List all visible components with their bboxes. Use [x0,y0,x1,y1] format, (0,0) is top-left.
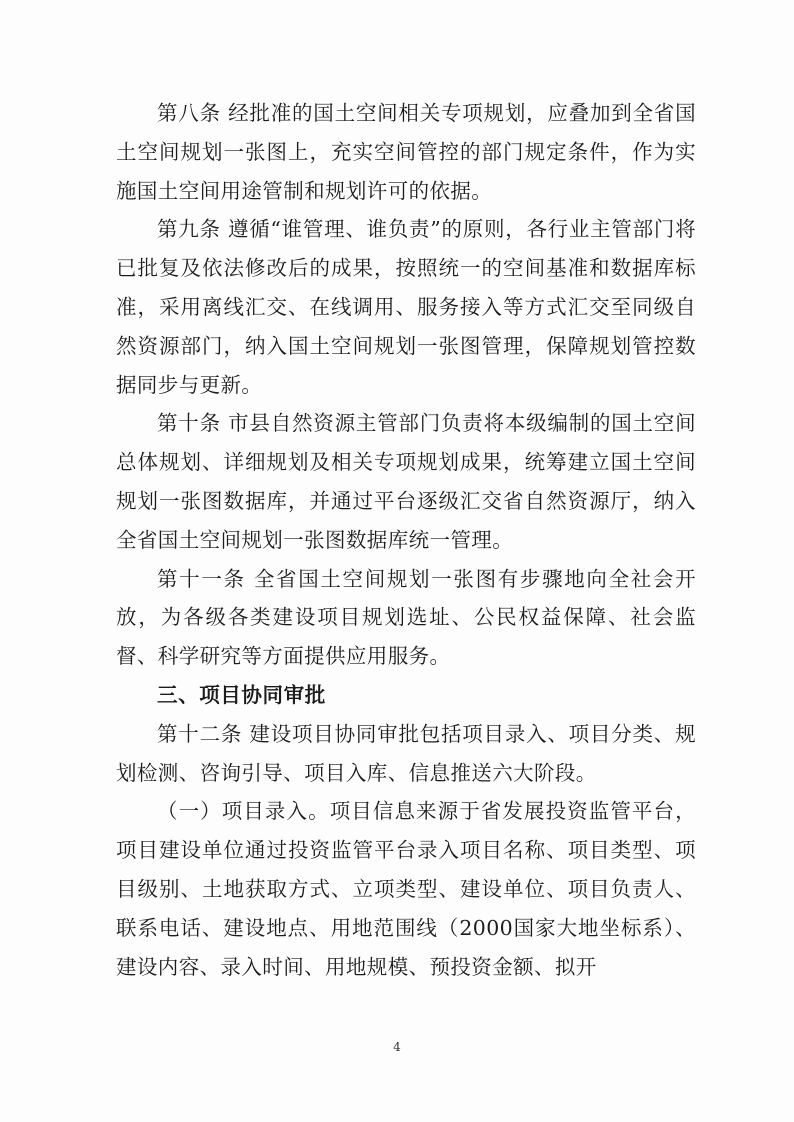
article-9-paragraph: 第九条 遵循“谁管理、谁负责”的原则，各行业主管部门将已批复及依法修改后的成果，按照统一的空间基准和数据库标准，采用离线汇交、在线调用、服务接入等方式汇交至同级自然资源部门，纳入国土空间规划一张图管理，保障规划管控数据同步与更新。 [116,217,696,397]
page-number: 4 [393,1040,401,1054]
article-11-paragraph: 第十一条 全省国土空间规划一张图有步骤地向全社会开放，为各级各类建设项目规划选址、公民权益保障、社会监督、科学研究等方面提供应用服务。 [116,566,696,669]
article-10-paragraph: 第十条 市县自然资源主管部门负责将本级编制的国土空间总体规划、详细规划及相关专项规划成果，统筹建立国土空间规划一张图数据库，并通过平台逐级汇交省自然资源厅，纳入全省国土空间规划一张图数据库统一管理。 [116,411,696,552]
section-heading: 三、项目协同审批 [157,682,326,707]
document-body [116,94,696,986]
article-12-paragraph: 第十二条 建设项目协同审批包括项目录入、项目分类、规划检测、咨询引导、项目入库、信息推送六大阶段。 [116,721,696,785]
article-8-paragraph: 第八条 经批准的国土空间相关专项规划，应叠加到全省国土空间规划一张图上，充实空间管控的部门规定条件，作为实施国土空间用途管制和规划许可的依据。 [116,101,696,203]
item-1-paragraph: （一）项目录入。项目信息来源于省发展投资监管平台，项目建设单位通过投资监管平台录入项目名称、项目类型、项目级别、土地获取方式、立项类型、建设单位、项目负责人、联系电话、建设地点、用地范围线（2000国家大地坐标系）、建设内容、录入时间、用地规模、预投资金额、拟开 [116,799,696,979]
